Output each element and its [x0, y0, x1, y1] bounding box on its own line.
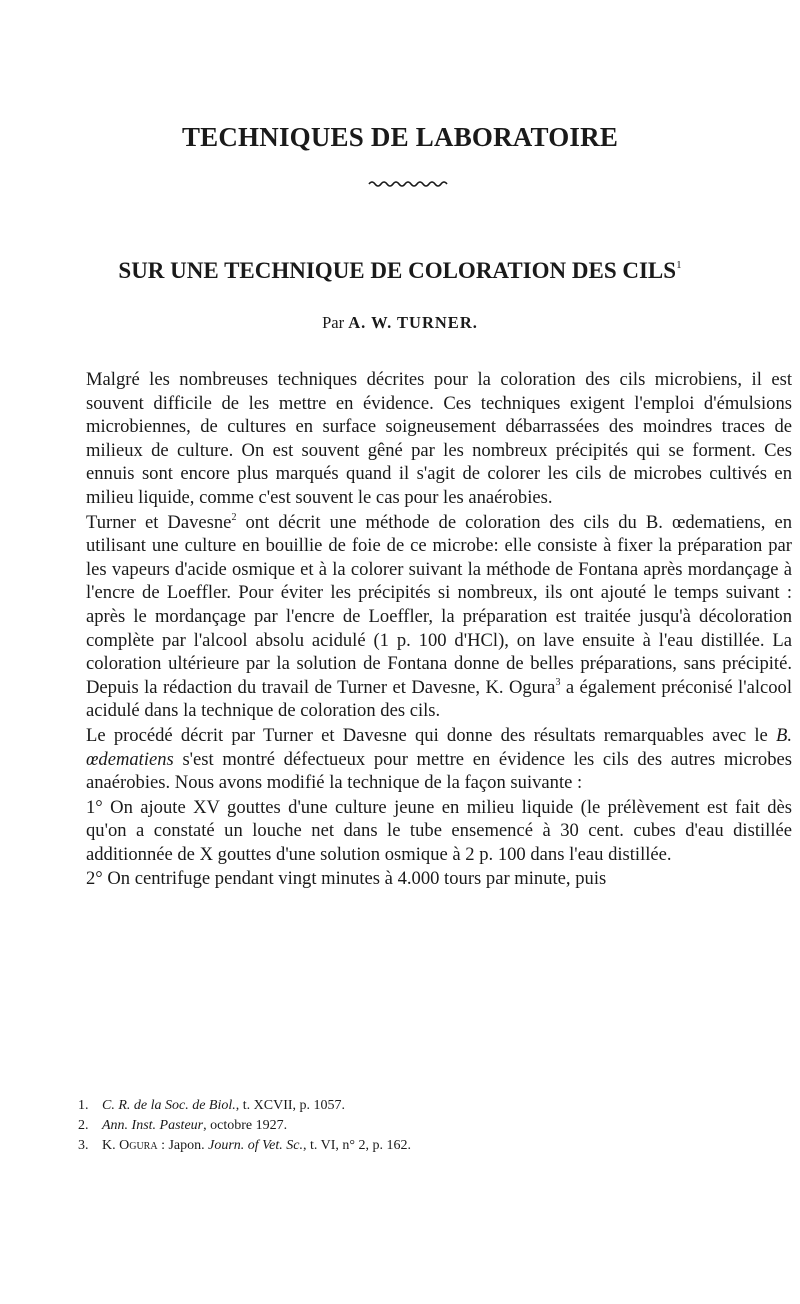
footnote-2 — [78, 1116, 778, 1136]
paragraph-2-b: ont décrit une méthode de coloration des cils du B. œdematiens, en utilisant une culture en bouillie de foie de ce microbe: elle consiste à fixer la préparation par les vapeurs d'acide osmique et à la colorer suivant la méthode de Fontana après mordançage à l'encre de Loeffler. Pour éviter les précipités si nombreux, ils ont ajouté le temps suivant : après le mordançage par l'encre de Loeffler, la préparation est traitée jusqu'à décoloration complète par l'alcool absolu acidulé (1 p. 100 d'HCl), on lave ensuite à l'eau distillée. La coloration ultérieure par la solution de Fontana donne de belles préparations, sans précipité. Depuis la rédaction du travail de Turner et Davesne, K. Ogura — [86, 511, 792, 698]
footnote-detail: , octobre 1927. — [203, 1118, 288, 1133]
footnote-number: 2. — [78, 1118, 89, 1133]
footnote-number: 1. — [78, 1098, 89, 1113]
paragraph-3 — [86, 724, 792, 795]
footnote-detail: , t. XCVII, p. 1057. — [235, 1098, 346, 1113]
paragraph-1: Malgré les nombreuses techniques décrites pour la coloration des cils microbiens, il est souvent difficile de les mettre en évidence. Ces techniques exigent l'emploi d'émulsions microbiennes, de cultures en surface soigneusement débarrassées des moindres traces de milieux de culture. On est souvent gêné par les nombreux précipités qui se forment. Ces ennuis sont encore plus marqués quand il s'agit de colorer les cils de microbes cultivés en milieu liquide, comme c'est souvent le cas pour les anaérobies. — [86, 369, 792, 508]
article-body — [86, 368, 792, 891]
footnote-source: Journ. of Vet. Sc. — [208, 1138, 303, 1153]
paragraph-5: 2° On centrifuge pendant vingt minutes à 4.000 tours par minute, puis — [86, 868, 607, 890]
paragraph-2-a: Turner et Davesne — [86, 511, 232, 533]
paragraph-2 — [86, 511, 792, 723]
footnote-1 — [78, 1096, 778, 1116]
footnotes — [78, 1096, 778, 1156]
article-title — [0, 258, 800, 284]
paragraph-3-a: Le procédé décrit par Turner et Davesne qui donne des résultats remarquables avec le — [86, 724, 776, 746]
footnote-author: K. Ogura — [102, 1138, 158, 1153]
paragraph-3-italic: B. œdematiens — [86, 724, 792, 770]
footnote-source: C. R. de la Soc. de Biol. — [102, 1098, 236, 1113]
footnote-3 — [78, 1136, 778, 1156]
footnote-ref-2: 2 — [231, 511, 237, 523]
paragraph-4: 1° On ajoute XV gouttes d'une culture jeune en milieu liquide (le prélèvement est fait dès qu'on a constaté un louche net dans le tube ensemencé à 30 cent. cubes d'eau distillée additionnée de X gouttes d'une solution osmique à 2 p. 100 dans l'eau distillée. — [86, 796, 792, 865]
footnote-ref-3: 3 — [555, 676, 561, 688]
paragraph-2-c: a également préconisé l'alcool acidulé dans la technique de coloration des cils. — [86, 676, 792, 722]
footnote-number: 3. — [78, 1138, 89, 1153]
byline — [0, 313, 800, 333]
byline-prefix: Par — [322, 313, 345, 332]
footnote-detail: , t. VI, n° 2, p. 162. — [303, 1138, 412, 1153]
footnote-ref-1: 1 — [676, 259, 682, 271]
article-title-text: SUR UNE TECHNIQUE DE COLORATION DES CILS — [118, 258, 677, 283]
section-title: TECHNIQUES DE LABORATOIRE — [181, 122, 619, 152]
footnote-mid: : Japon. — [157, 1138, 209, 1153]
author-name: A. W. TURNER. — [348, 313, 478, 332]
decorative-rule-icon — [368, 178, 450, 188]
footnote-source: Ann. Inst. Pasteur — [102, 1118, 204, 1133]
paragraph-3-b: s'est montré défectueux pour mettre en évidence les cils des autres microbes anaérobies. Nous avons modifié la technique de la façon suivante : — [86, 748, 792, 794]
